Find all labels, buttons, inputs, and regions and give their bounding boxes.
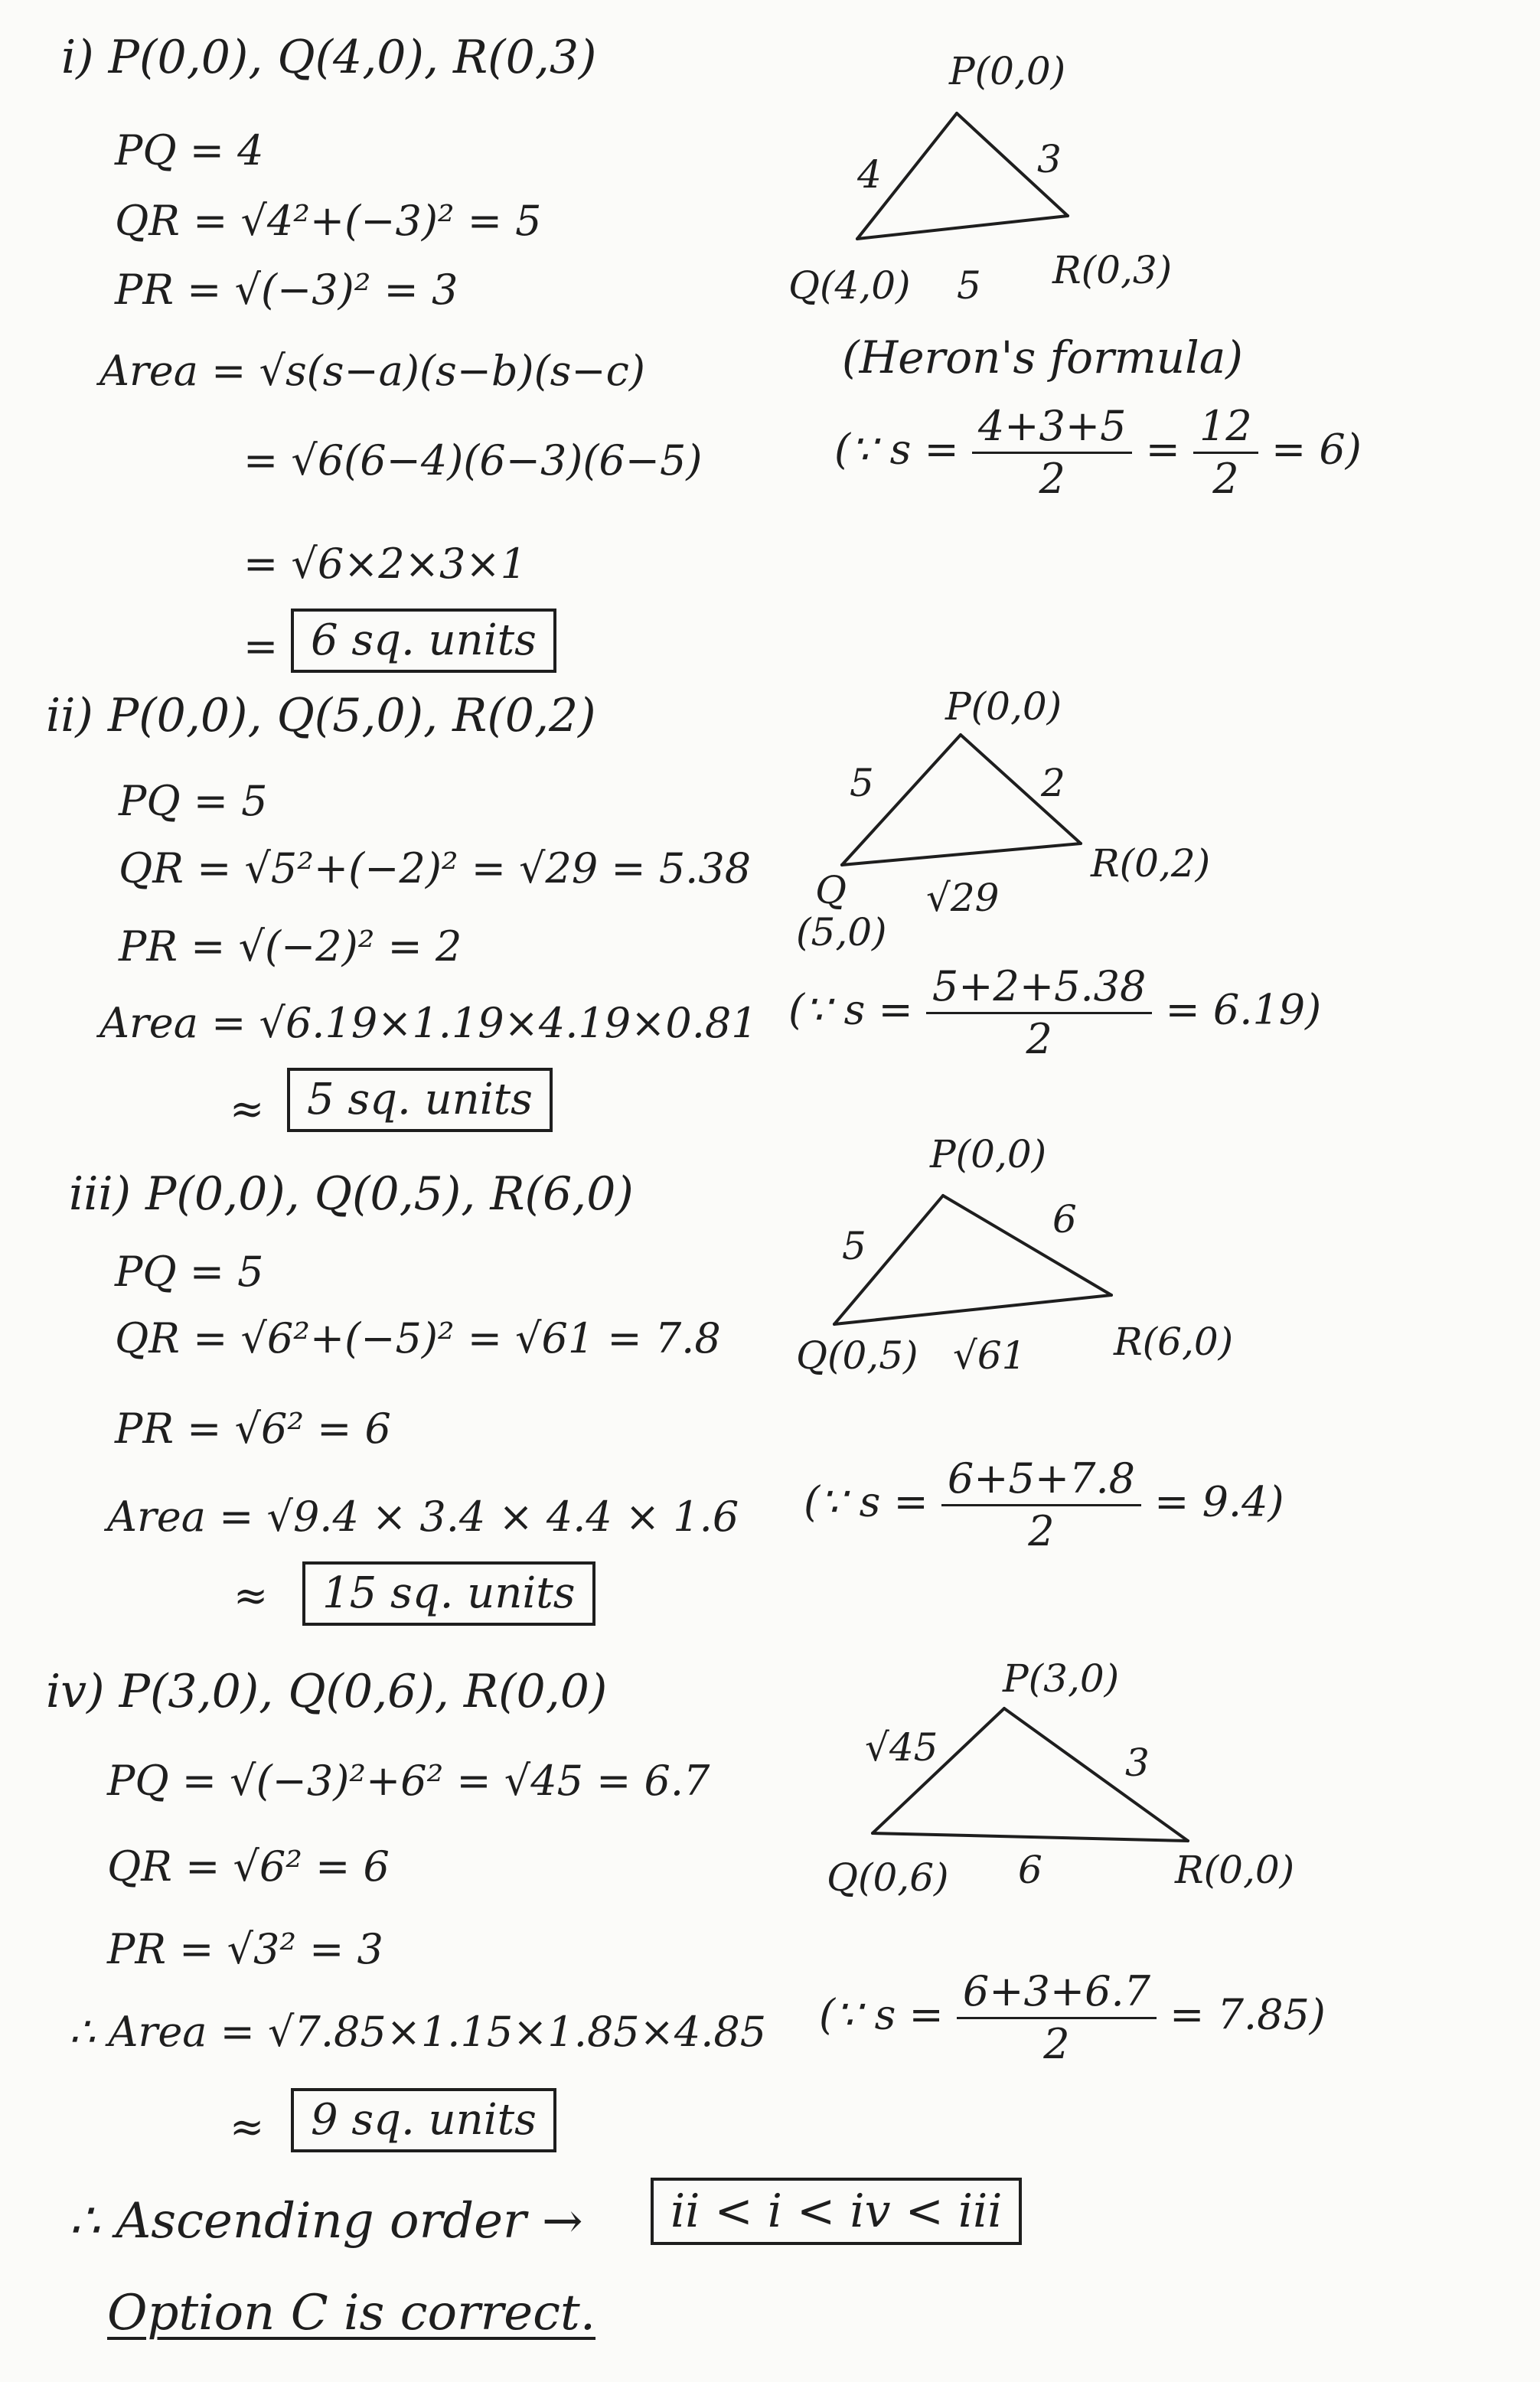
- part2-semi-perimeter: [788, 962, 1322, 1063]
- part1-label-pq: 4: [857, 152, 882, 197]
- part1-pr: PR = √(−3)² = 3: [115, 266, 458, 314]
- part3-label-r: R(6,0): [1114, 1320, 1234, 1364]
- part2-pq: PQ = 5: [119, 777, 268, 825]
- part3-s-prefix: (∵ s =: [804, 1477, 928, 1526]
- part4-triangle-diagram: [796, 1653, 1347, 1929]
- part1-heron-note: (Heron's formula): [842, 331, 1243, 383]
- part1-triangle-diagram: [765, 46, 1301, 306]
- part2-label-r: R(0,2): [1091, 841, 1211, 886]
- part1-eq-sign: =: [243, 622, 279, 671]
- part2-s-suffix: = 6.19): [1165, 985, 1322, 1034]
- part4-label-r: R(0,0): [1175, 1848, 1295, 1892]
- part3-approx: ≈: [233, 1571, 269, 1620]
- part3-pr: PR = √6² = 6: [115, 1405, 391, 1453]
- part2-s-fraction: $\frac{5+2+5.38}{2}$: [926, 966, 1152, 1060]
- part3-semi-perimeter: [804, 1454, 1284, 1555]
- final-answer: Option C is correct.: [107, 2285, 596, 2341]
- part4-approx: ≈: [230, 2103, 265, 2151]
- part2-label-qr: √29: [926, 876, 1000, 920]
- ascending-order-label: ∴ Ascending order →: [69, 2193, 583, 2250]
- part1-semi-perimeter: [834, 402, 1362, 503]
- part2-area: Area = √6.19×1.19×4.19×0.81: [100, 999, 758, 1047]
- part4-semi-perimeter: [819, 1967, 1326, 2068]
- part4-label-p: P(3,0): [1003, 1656, 1120, 1701]
- part2-label-pr: 2: [1041, 761, 1065, 805]
- part3-area: Area = √9.4 × 3.4 × 4.4 × 1.6: [107, 1493, 739, 1541]
- part1-s-fraction: $\frac{4+3+5}{2}$: [972, 406, 1133, 500]
- part3-s-suffix: = 9.4): [1154, 1477, 1284, 1526]
- part4-pq: PQ = √(−3)²+6² = √45 = 6.7: [107, 1757, 710, 1805]
- part2-triangle-diagram: [765, 681, 1317, 957]
- part3-s-fraction: $\frac{6+5+7.8}{2}$: [941, 1458, 1141, 1552]
- part1-label-q: Q(4,0): [788, 263, 911, 308]
- part1-label-r: R(0,3): [1052, 248, 1173, 292]
- part3-pq: PQ = 5: [115, 1248, 264, 1296]
- part4-s-prefix: (∵ s =: [819, 1990, 944, 2039]
- part1-step2: = √6×2×3×1: [243, 540, 527, 588]
- part4-side-qr: [873, 1833, 1188, 1841]
- part3-qr: QR = √6²+(−5)² = √61 = 7.8: [115, 1314, 721, 1362]
- part1-s-prefix: (∵ s =: [834, 425, 959, 474]
- part3-triangle-diagram: [765, 1125, 1317, 1393]
- part4-qr: QR = √6² = 6: [107, 1842, 390, 1891]
- part4-label-q: Q(0,6): [827, 1855, 949, 1900]
- part2-s-prefix: (∵ s =: [788, 985, 913, 1034]
- part1-s-fraction2: $\frac{12}{2}$: [1193, 406, 1258, 500]
- part4-result-box: 9 sq. units: [291, 2088, 556, 2152]
- part2-qr: QR = √5²+(−2)² = √29 = 5.38: [119, 844, 752, 892]
- part3-label-p: P(0,0): [930, 1132, 1047, 1176]
- part2-result-box: 5 sq. units: [287, 1068, 553, 1132]
- part2-label-q: Q: [815, 868, 847, 912]
- part4-s-fraction: $\frac{6+3+6.7}{2}$: [957, 1971, 1157, 2065]
- part3-result-box: 15 sq. units: [302, 1561, 595, 1626]
- part1-area-formula: Area = √s(s−a)(s−b)(s−c): [100, 347, 645, 395]
- part1-s-mid: =: [1145, 425, 1180, 474]
- part1-step1: = √6(6−4)(6−3)(6−5): [243, 436, 703, 485]
- part4-pr: PR = √3² = 3: [107, 1925, 383, 1973]
- part3-side-qr: [834, 1295, 1111, 1324]
- part4-s-suffix: = 7.85): [1170, 1990, 1326, 2039]
- part2-label-pq: 5: [850, 761, 874, 805]
- part3-label-pq: 5: [842, 1224, 866, 1268]
- part1-heading: i) P(0,0), Q(4,0), R(0,3): [61, 31, 597, 84]
- part4-area: ∴ Area = √7.85×1.15×1.85×4.85: [69, 2008, 767, 2056]
- part3-label-pr: 6: [1052, 1197, 1077, 1242]
- part1-qr: QR = √4²+(−3)² = 5: [115, 197, 542, 245]
- part2-approx: ≈: [230, 1085, 265, 1133]
- part1-result-box: 6 sq. units: [291, 609, 556, 673]
- part4-heading: iv) P(3,0), Q(0,6), R(0,0): [46, 1665, 608, 1718]
- part1-side-qr: [857, 216, 1068, 239]
- part4-label-qr: 6: [1018, 1848, 1042, 1892]
- part1-s-suffix: = 6): [1271, 425, 1362, 474]
- part1-label-pr: 3: [1037, 137, 1062, 181]
- part2-label-p: P(0,0): [945, 684, 1062, 729]
- part4-side-pr: [1004, 1708, 1188, 1841]
- part3-heading: iii) P(0,0), Q(0,5), R(6,0): [69, 1167, 634, 1221]
- part2-side-qr: [842, 843, 1081, 865]
- part3-label-q: Q(0,5): [796, 1333, 918, 1378]
- part1-label-p: P(0,0): [949, 49, 1066, 93]
- part3-label-qr: √61: [953, 1333, 1026, 1378]
- part4-label-pq: √45: [865, 1725, 938, 1770]
- ascending-order-box: ii < i < iv < iii: [651, 2178, 1022, 2245]
- part3-side-pr: [943, 1196, 1111, 1295]
- part4-label-pr: 3: [1125, 1741, 1150, 1785]
- part2-pr: PR = √(−2)² = 2: [119, 922, 462, 971]
- part1-pq: PQ = 4: [115, 126, 264, 175]
- part2-label-q-coords: (5,0): [796, 910, 887, 954]
- part2-heading: ii) P(0,0), Q(5,0), R(0,2): [46, 689, 596, 742]
- part1-label-qr: 5: [957, 263, 981, 308]
